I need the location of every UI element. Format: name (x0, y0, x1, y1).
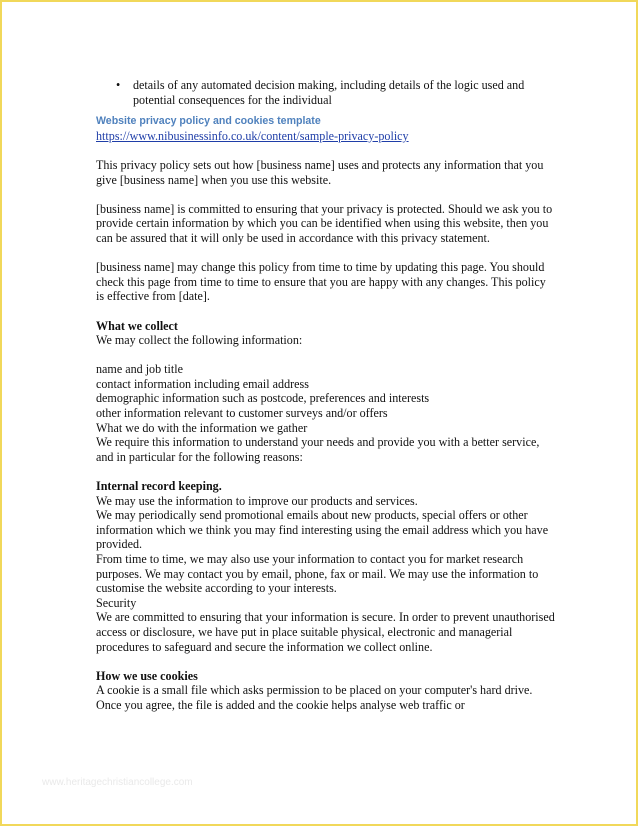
intro-paragraph: This privacy policy sets out how [business name] uses and protects any information that you give [business name] when you use this website. (96, 157, 544, 187)
internal-line: We may use the information to improve our products and services. (96, 493, 418, 508)
security-paragraph: We are committed to ensuring that your information is secure. In order to prevent unauthorised access or disclosure, we have put in place suitable physical, electronic and managerial procedures to safeguard and secure the information we collect online. (96, 610, 555, 654)
template-link[interactable]: https://www.nibusinessinfo.co.uk/content/sample-privacy-policy (96, 128, 409, 143)
security-label: Security (96, 595, 137, 610)
cookies-heading: How we use cookies (96, 668, 198, 683)
what-we-do-line: What we do with the information we gather (96, 420, 308, 435)
collect-item: demographic information such as postcode, preferences and interests (96, 391, 430, 406)
list-item (116, 78, 556, 107)
collect-item: other information relevant to customer surveys and/or offers (96, 406, 388, 421)
spacer (96, 187, 556, 202)
spacer (96, 304, 556, 319)
require-paragraph: We require this information to understand your needs and provide you with a better service, and in particular for the following reasons: (96, 435, 540, 464)
document-page (2, 2, 636, 824)
cookies-paragraph: A cookie is a small file which asks permission to be placed on your computer's hard drive. Once you agree, the file is added and the cookie helps analyse web traffic or (96, 683, 533, 712)
spacer (96, 464, 556, 479)
collect-item: contact information including email address (96, 376, 309, 391)
bullet-text: details of any automated decision making, including details of the logic used and potential consequences for the individual (133, 78, 525, 107)
watermark: www.heritagechristiancollege.com (42, 777, 193, 788)
collect-heading: What we collect (96, 318, 178, 333)
spacer (96, 246, 556, 261)
document-body (96, 78, 556, 713)
bullet-icon: • (116, 78, 121, 92)
spacer (96, 348, 556, 363)
spacer (96, 143, 556, 158)
commitment-paragraph: [business name] is committed to ensuring that your privacy is protected. Should we ask you to provide certain information by which you can be identified when using this website, then you can be assured that it will only be used in accordance with this privacy statement. (96, 201, 553, 245)
spacer (96, 654, 556, 669)
template-heading: Website privacy policy and cookies template (96, 115, 321, 128)
internal-line: We may periodically send promotional emails about new products, special offers or other information which we think you may find interesting using the email address which you have provided. (96, 508, 549, 552)
collect-item: name and job title (96, 362, 183, 377)
internal-heading: Internal record keeping. (96, 479, 222, 494)
collect-intro: We may collect the following information: (96, 333, 303, 348)
policy-change-paragraph: [business name] may change this policy from time to time by updating this page. You should check this page from time to time to ensure that you are happy with any changes. This policy is effective from [date]. (96, 260, 546, 304)
internal-line: From time to time, we may also use your information to contact you for market research purposes. We may contact you by email, phone, fax or mail. We may use the information to customise the website according to your interests. (96, 552, 539, 596)
